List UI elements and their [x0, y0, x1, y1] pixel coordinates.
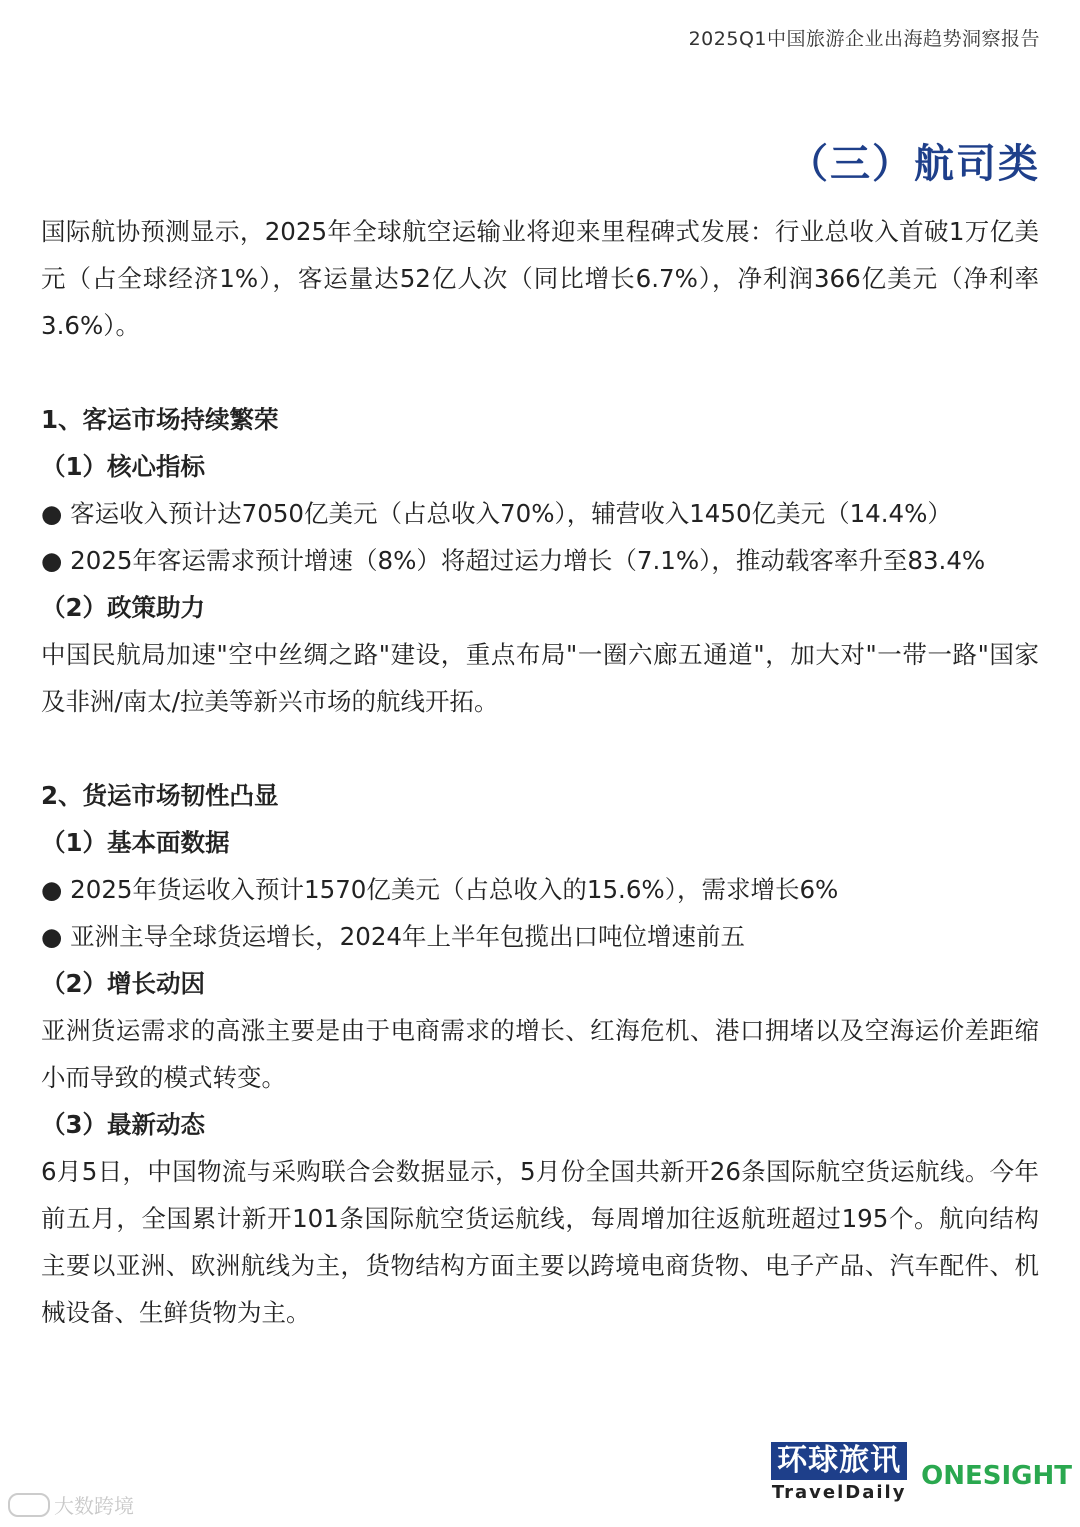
passenger-policy-text: 中国民航局加速"空中丝绸之路"建设，重点布局"一圈六廊五通道"，加大对"一带一路"国家及非洲/南太/拉美等新兴市场的航线开拓。 [41, 640, 1039, 716]
passenger-bullet-1: ● 客运收入预计达7050亿美元（占总收入70%），辅营收入1450亿美元（14.4%） [41, 499, 952, 528]
cargo-bullet-1: ● 2025年货运收入预计1570亿美元（占总收入的15.6%），需求增长6% [41, 875, 839, 904]
cargo-drivers-heading: （2）增长动因 [41, 969, 206, 998]
passenger-heading: 1、客运市场持续繁荣 [41, 405, 279, 434]
cargo-latest-heading: （3）最新动态 [41, 1110, 206, 1139]
watermark [8, 1490, 134, 1519]
footer-logos [771, 1442, 1072, 1503]
cargo-latest-text: 6月5日，中国物流与采购联合会数据显示，5月份全国共新开26条国际航空货运航线。今年前五月，全国累计新开101条国际航空货运航线，每周增加往返航班超过195个。航向结构主要以亚洲、欧洲航线为主，货物结构方面主要以跨境电商货物、电子产品、汽车配件、机械设备、生鲜货物为主。 [41, 1157, 1039, 1327]
traveldaily-logo-cn: 环球旅讯 [771, 1442, 907, 1480]
section-title: （三）航司类 [788, 141, 1040, 187]
traveldaily-logo-en: TravelDaily [771, 1482, 907, 1503]
cargo-heading: 2、货运市场韧性凸显 [41, 781, 279, 810]
watermark-text: 大数跨境 [54, 1494, 134, 1518]
traveldaily-logo [771, 1442, 907, 1503]
document-body [41, 208, 1039, 1336]
passenger-policy-heading: （2）政策助力 [41, 593, 206, 622]
cargo-fundamentals-heading: （1）基本面数据 [41, 828, 230, 857]
passenger-core-heading: （1）核心指标 [41, 452, 206, 481]
cargo-drivers-text: 亚洲货运需求的高涨主要是由于电商需求的增长、红海危机、港口拥堵以及空海运价差距缩小而导致的模式转变。 [41, 1016, 1039, 1092]
watermark-icon [8, 1493, 50, 1517]
report-title: 2025Q1中国旅游企业出海趋势洞察报告 [688, 28, 1040, 50]
onesight-logo: ONESIGHT [921, 1461, 1072, 1491]
passenger-bullet-2: ● 2025年客运需求预计增速（8%）将超过运力增长（7.1%），推动载客率升至83.4% [41, 546, 986, 575]
cargo-bullet-2: ● 亚洲主导全球货运增长，2024年上半年包揽出口吨位增速前五 [41, 922, 746, 951]
intro-paragraph: 国际航协预测显示，2025年全球航空运输业将迎来里程碑式发展：行业总收入首破1万亿美元（占全球经济1%），客运量达52亿人次（同比增长6.7%），净利润366亿美元（净利率3.6%）。 [41, 217, 1039, 340]
